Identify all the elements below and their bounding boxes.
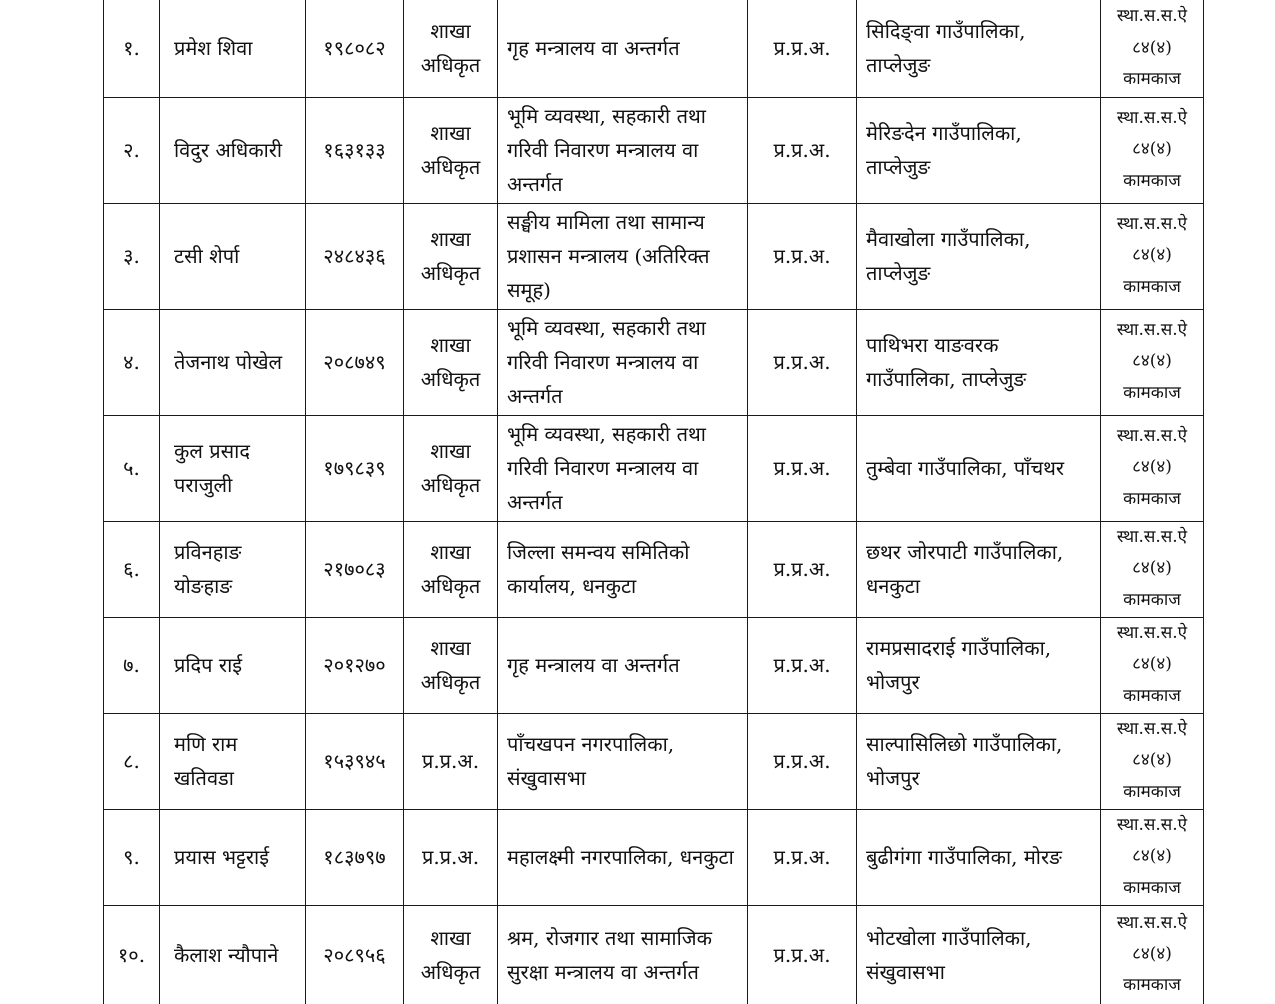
destination-office: रामप्रसादराई गाउँपालिका, भोजपुर (857, 617, 1101, 713)
serial-number: १०. (104, 905, 160, 1004)
table-row (104, 521, 1204, 617)
legal-basis: स्था.स.स.ऐ ८४(४) कामकाज (1101, 905, 1204, 1004)
employee-name: कुल प्रसाद पराजुली (160, 415, 306, 521)
serial-number: ७. (104, 617, 160, 713)
destination-office: मेरिङदेन गाउँपालिका, ताप्लेजुङ (857, 97, 1101, 203)
table-row (104, 203, 1204, 309)
current-office: पाँचखपन नगरपालिका, संखुवासभा (498, 713, 748, 809)
destination-office: तुम्बेवा गाउँपालिका, पाँचथर (857, 415, 1101, 521)
employee-name: कैलाश न्यौपाने (160, 905, 306, 1004)
table-row (104, 617, 1204, 713)
employee-code: १८३७९७ (306, 809, 404, 905)
current-office: जिल्ला समन्वय समितिको कार्यालय, धनकुटा (498, 521, 748, 617)
table-row (104, 809, 1204, 905)
serial-number: ६. (104, 521, 160, 617)
assigned-post: प्र.प्र.अ. (748, 0, 857, 97)
employee-level: शाखा अधिकृत (404, 203, 498, 309)
employee-level: शाखा अधिकृत (404, 309, 498, 415)
serial-number: २. (104, 97, 160, 203)
destination-office: भोटखोला गाउँपालिका, संखुवासभा (857, 905, 1101, 1004)
serial-number: ५. (104, 415, 160, 521)
assigned-post: प्र.प्र.अ. (748, 521, 857, 617)
current-office: श्रम, रोजगार तथा सामाजिक सुरक्षा मन्त्रालय वा अन्तर्गत (498, 905, 748, 1004)
destination-office: पाथिभरा याङवरक गाउँपालिका, ताप्लेजुङ (857, 309, 1101, 415)
employee-code: १६३१३३ (306, 97, 404, 203)
table-row (104, 905, 1204, 1004)
employee-level: शाखा अधिकृत (404, 521, 498, 617)
assigned-post: प्र.प्र.अ. (748, 617, 857, 713)
table-row (104, 309, 1204, 415)
legal-basis: स्था.स.स.ऐ ८४(४) कामकाज (1101, 809, 1204, 905)
employee-code: १५३९४५ (306, 713, 404, 809)
assigned-post: प्र.प्र.अ. (748, 713, 857, 809)
serial-number: ३. (104, 203, 160, 309)
destination-office: छथर जोरपाटी गाउँपालिका, धनकुटा (857, 521, 1101, 617)
table-row (104, 97, 1204, 203)
transfer-table (103, 0, 1204, 1004)
current-office: गृह मन्त्रालय वा अन्तर्गत (498, 617, 748, 713)
employee-name: तेजनाथ पोखेल (160, 309, 306, 415)
legal-basis: स्था.स.स.ऐ ८४(४) कामकाज (1101, 617, 1204, 713)
employee-level: शाखा अधिकृत (404, 415, 498, 521)
employee-level: शाखा अधिकृत (404, 617, 498, 713)
current-office: भूमि व्यवस्था, सहकारी तथा गरिवी निवारण मन्त्रालय वा अन्तर्गत (498, 415, 748, 521)
employee-name: प्रदिप राई (160, 617, 306, 713)
employee-name: प्रविनहाङ योङहाङ (160, 521, 306, 617)
employee-code: २०८७४९ (306, 309, 404, 415)
employee-level: प्र.प्र.अ. (404, 809, 498, 905)
legal-basis: स्था.स.स.ऐ ८४(४) कामकाज (1101, 0, 1204, 97)
assigned-post: प्र.प्र.अ. (748, 97, 857, 203)
assigned-post: प्र.प्र.अ. (748, 415, 857, 521)
assigned-post: प्र.प्र.अ. (748, 905, 857, 1004)
employee-code: २०८९५६ (306, 905, 404, 1004)
employee-name: टसी शेर्पा (160, 203, 306, 309)
employee-level: प्र.प्र.अ. (404, 713, 498, 809)
serial-number: ४. (104, 309, 160, 415)
destination-office: सिदिङ्वा गाउँपालिका, ताप्लेजुङ (857, 0, 1101, 97)
current-office: महालक्ष्मी नगरपालिका, धनकुटा (498, 809, 748, 905)
assigned-post: प्र.प्र.अ. (748, 809, 857, 905)
assigned-post: प्र.प्र.अ. (748, 203, 857, 309)
employee-name: प्रमेश शिवा (160, 0, 306, 97)
current-office: सङ्घीय मामिला तथा सामान्य प्रशासन मन्त्रालय (अतिरिक्त समूह) (498, 203, 748, 309)
legal-basis: स्था.स.स.ऐ ८४(४) कामकाज (1101, 203, 1204, 309)
destination-office: साल्पासिलिछो गाउँपालिका, भोजपुर (857, 713, 1101, 809)
destination-office: मैवाखोला गाउँपालिका, ताप्लेजुङ (857, 203, 1101, 309)
employee-code: २१७०८३ (306, 521, 404, 617)
table-row (104, 415, 1204, 521)
employee-name: प्रयास भट्टराई (160, 809, 306, 905)
employee-name: विदुर अधिकारी (160, 97, 306, 203)
employee-name: मणि राम खतिवडा (160, 713, 306, 809)
employee-code: १७९८३९ (306, 415, 404, 521)
legal-basis: स्था.स.स.ऐ ८४(४) कामकाज (1101, 713, 1204, 809)
current-office: गृह मन्त्रालय वा अन्तर्गत (498, 0, 748, 97)
employee-level: शाखा अधिकृत (404, 905, 498, 1004)
table-row (104, 0, 1204, 97)
table-row (104, 713, 1204, 809)
employee-code: १९८०८२ (306, 0, 404, 97)
employee-code: २४८४३६ (306, 203, 404, 309)
legal-basis: स्था.स.स.ऐ ८४(४) कामकाज (1101, 309, 1204, 415)
employee-code: २०१२७० (306, 617, 404, 713)
employee-level: शाखा अधिकृत (404, 0, 498, 97)
employee-level: शाखा अधिकृत (404, 97, 498, 203)
legal-basis: स्था.स.स.ऐ ८४(४) कामकाज (1101, 97, 1204, 203)
current-office: भूमि व्यवस्था, सहकारी तथा गरिवी निवारण मन्त्रालय वा अन्तर्गत (498, 309, 748, 415)
current-office: भूमि व्यवस्था, सहकारी तथा गरिवी निवारण मन्त्रालय वा अन्तर्गत (498, 97, 748, 203)
assigned-post: प्र.प्र.अ. (748, 309, 857, 415)
serial-number: १. (104, 0, 160, 97)
legal-basis: स्था.स.स.ऐ ८४(४) कामकाज (1101, 415, 1204, 521)
legal-basis: स्था.स.स.ऐ ८४(४) कामकाज (1101, 521, 1204, 617)
destination-office: बुढीगंगा गाउँपालिका, मोरङ (857, 809, 1101, 905)
serial-number: ८. (104, 713, 160, 809)
serial-number: ९. (104, 809, 160, 905)
